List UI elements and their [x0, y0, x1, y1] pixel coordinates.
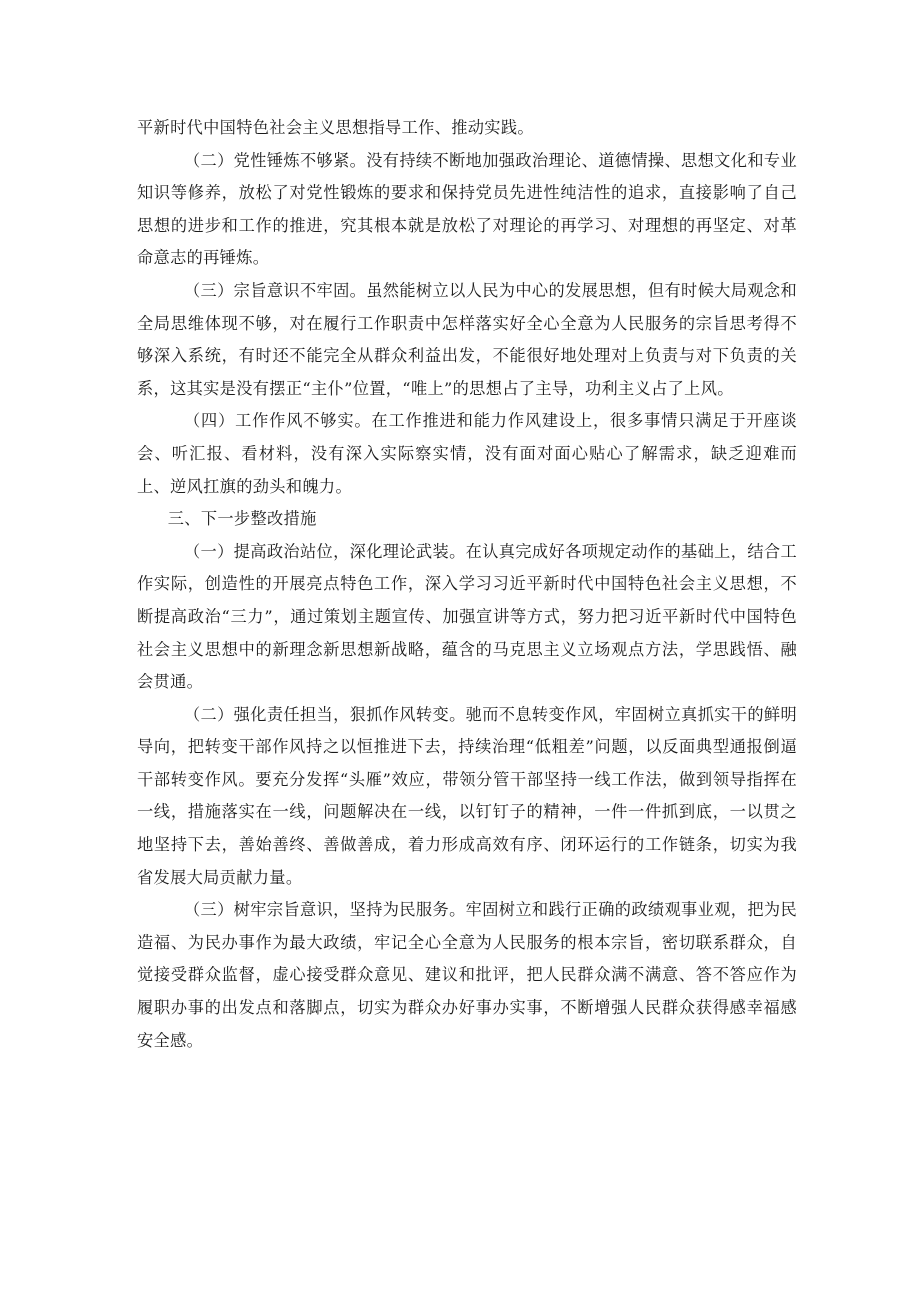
paragraph-serve-people: （三）树牢宗旨意识，坚持为民服务。牢固树立和践行正确的政绩观事业观，把为民造福、为民办事作为最大政绩，牢记全心全意为人民服务的根本宗旨，密切联系群众，自觉接受群众监督，虚心接受群众意见、建议和批评，把人民群众满不满意、答不答应作为履职办事的出发点和落脚点，切实为群众办好事办实事，不断增强人民群众获得感幸福感安全感。: [137, 900, 797, 1050]
paragraph-responsibility: （二）强化责任担当，狠抓作风转变。驰而不息转变作风，牢固树立真抓实干的鲜明导向，把转变干部作风持之以恒推进下去，持续治理“低粗差”问题，以反面典型通报倒逼干部转变作风。要充分发挥“头雁”效应，带领分管干部坚持一线工作法，做到领导指挥在一线，措施落实在一线，问题解决在一线，以钉钉子的精神，一件一件抓到底，一以贯之地坚持下去，善始善终、善做善成，着力形成高效有序、闭环运行的工作链条，切实为我省发展大局贡献力量。: [137, 704, 797, 887]
paragraph-continuation: 平新时代中国特色社会主义思想指导工作、推动实践。: [137, 118, 534, 137]
section-heading-next-steps: 三、下一步整改措施: [167, 509, 317, 529]
paragraph-political-stance: （一）提高政治站位，深化理论武装。在认真完成好各项规定动作的基础上，结合工作实际，创造性的开展亮点特色工作，深入学习习近平新时代中国特色社会主义思想，不断提高政治“三力”，通过策划主题宣传、加强宣讲等方式，努力把习近平新时代中国特色社会主义思想中的新理念新思想新战略，蕴含的马克思主义立场观点方法，学思践悟、融会贯通。: [137, 541, 797, 692]
paragraph-work-style: （四）工作作风不够实。在工作推进和能力作风建设上，很多事情只满足于开座谈会、听汇报、看材料，没有深入实际察实情，没有面对面心贴心了解需求，缺乏迎难而上、逆风扛旗的劲头和魄力。: [137, 411, 797, 496]
paragraph-purpose-awareness: （三）宗旨意识不牢固。虽然能树立以人民为中心的发展思想，但有时候大局观念和全局思维体现不够，对在履行工作职责中怎样落实好全心全意为人民服务的宗旨思考得不够深入系统，有时还不能完全从群众利益出发，不能很好地处理对上负责与对下负责的关系，这其实是没有摆正“主仆”位置，“唯上”的思想占了主导，功利主义占了上风。: [137, 280, 797, 398]
document-page: [137, 112, 797, 1057]
paragraph-party-spirit: （二）党性锤炼不够紧。没有持续不断地加强政治理论、道德情操、思想文化和专业知识等修养，放松了对党性锻炼的要求和保持党员先进性纯洁性的追求，直接影响了自己思想的进步和工作的推进，究其根本就是放松了对理论的再学习、对理想的再坚定、对革命意志的再锤炼。: [137, 150, 797, 268]
